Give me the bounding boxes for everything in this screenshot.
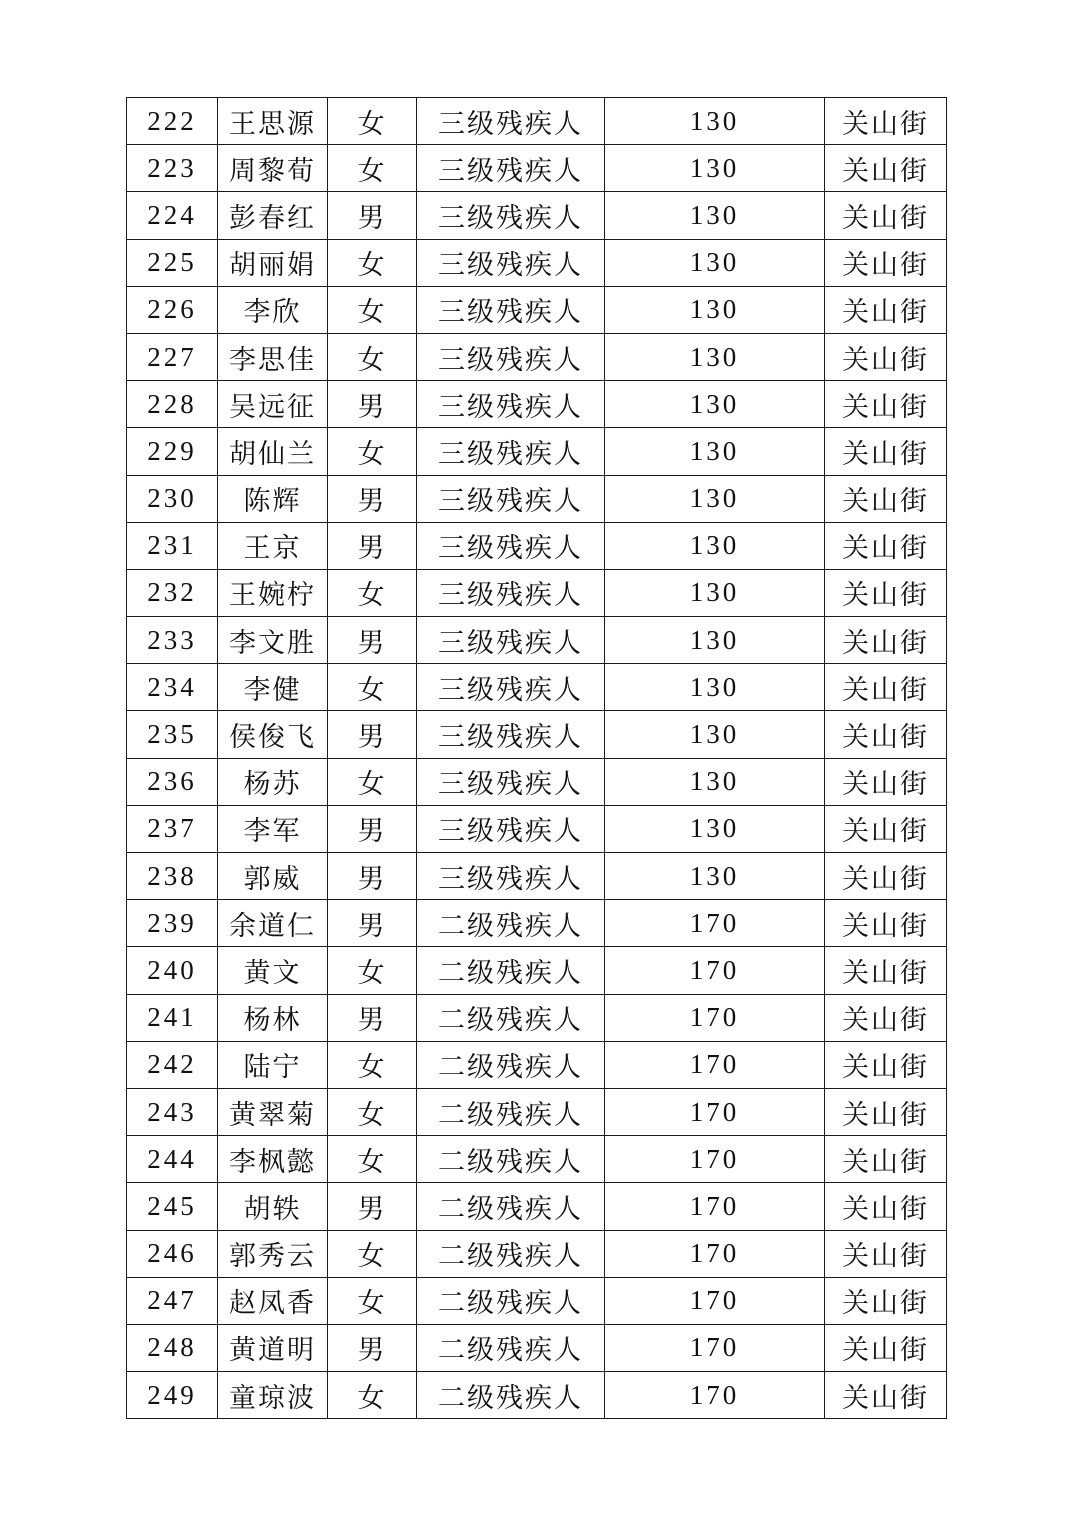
cell-amount: 170 (605, 1372, 825, 1419)
cell-serial-number: 248 (127, 1324, 218, 1371)
cell-street: 关山街 (825, 569, 947, 616)
cell-gender: 男 (328, 1324, 417, 1371)
cell-gender: 女 (328, 1088, 417, 1135)
cell-street: 关山街 (825, 853, 947, 900)
cell-gender: 男 (328, 381, 417, 428)
cell-street: 关山街 (825, 1324, 947, 1371)
table-row (127, 853, 947, 900)
cell-amount: 130 (605, 333, 825, 380)
cell-gender: 女 (328, 98, 417, 145)
table-row (127, 805, 947, 852)
cell-amount: 170 (605, 947, 825, 994)
table-row (127, 522, 947, 569)
cell-street: 关山街 (825, 1041, 947, 1088)
cell-street: 关山街 (825, 522, 947, 569)
cell-name: 胡轶 (218, 1183, 328, 1230)
cell-disability-level: 二级残疾人 (417, 900, 605, 947)
cell-amount: 130 (605, 475, 825, 522)
cell-serial-number: 238 (127, 853, 218, 900)
cell-name: 童琼波 (218, 1372, 328, 1419)
cell-amount: 130 (605, 98, 825, 145)
table-row (127, 98, 947, 145)
cell-name: 吴远征 (218, 381, 328, 428)
cell-gender: 女 (328, 664, 417, 711)
cell-gender: 男 (328, 994, 417, 1041)
cell-amount: 130 (605, 664, 825, 711)
table-row (127, 1324, 947, 1371)
cell-name: 陆宁 (218, 1041, 328, 1088)
cell-street: 关山街 (825, 664, 947, 711)
cell-gender: 男 (328, 475, 417, 522)
roster-table-body (127, 98, 947, 1419)
cell-disability-level: 三级残疾人 (417, 333, 605, 380)
cell-disability-level: 三级残疾人 (417, 569, 605, 616)
cell-name: 李文胜 (218, 617, 328, 664)
cell-disability-level: 三级残疾人 (417, 522, 605, 569)
cell-disability-level: 三级残疾人 (417, 239, 605, 286)
cell-street: 关山街 (825, 286, 947, 333)
cell-serial-number: 234 (127, 664, 218, 711)
cell-disability-level: 二级残疾人 (417, 1041, 605, 1088)
cell-gender: 女 (328, 758, 417, 805)
table-row (127, 1230, 947, 1277)
cell-name: 黄翠菊 (218, 1088, 328, 1135)
cell-serial-number: 246 (127, 1230, 218, 1277)
cell-street: 关山街 (825, 1277, 947, 1324)
table-row (127, 1277, 947, 1324)
cell-name: 王婉柠 (218, 569, 328, 616)
cell-serial-number: 243 (127, 1088, 218, 1135)
cell-disability-level: 二级残疾人 (417, 947, 605, 994)
table-row (127, 1041, 947, 1088)
cell-amount: 170 (605, 1183, 825, 1230)
cell-name: 彭春红 (218, 192, 328, 239)
roster-table (126, 97, 947, 1419)
cell-gender: 女 (328, 286, 417, 333)
cell-street: 关山街 (825, 98, 947, 145)
cell-disability-level: 三级残疾人 (417, 475, 605, 522)
table-row (127, 428, 947, 475)
table-row (127, 475, 947, 522)
cell-name: 李枫懿 (218, 1136, 328, 1183)
cell-name: 黄道明 (218, 1324, 328, 1371)
cell-name: 胡丽娟 (218, 239, 328, 286)
cell-street: 关山街 (825, 1230, 947, 1277)
cell-amount: 170 (605, 994, 825, 1041)
cell-serial-number: 249 (127, 1372, 218, 1419)
cell-street: 关山街 (825, 145, 947, 192)
table-row (127, 664, 947, 711)
cell-amount: 130 (605, 522, 825, 569)
cell-amount: 130 (605, 239, 825, 286)
cell-serial-number: 229 (127, 428, 218, 475)
cell-disability-level: 三级残疾人 (417, 192, 605, 239)
table-row (127, 569, 947, 616)
table-row (127, 286, 947, 333)
table-row (127, 333, 947, 380)
cell-serial-number: 244 (127, 1136, 218, 1183)
cell-street: 关山街 (825, 192, 947, 239)
cell-serial-number: 245 (127, 1183, 218, 1230)
cell-disability-level: 二级残疾人 (417, 1372, 605, 1419)
cell-amount: 170 (605, 1230, 825, 1277)
cell-serial-number: 222 (127, 98, 218, 145)
cell-gender: 女 (328, 1277, 417, 1324)
cell-amount: 130 (605, 381, 825, 428)
cell-name: 王京 (218, 522, 328, 569)
cell-name: 胡仙兰 (218, 428, 328, 475)
cell-gender: 女 (328, 333, 417, 380)
cell-street: 关山街 (825, 333, 947, 380)
cell-disability-level: 三级残疾人 (417, 758, 605, 805)
cell-gender: 女 (328, 1136, 417, 1183)
cell-serial-number: 226 (127, 286, 218, 333)
cell-name: 郭秀云 (218, 1230, 328, 1277)
cell-name: 陈辉 (218, 475, 328, 522)
cell-serial-number: 241 (127, 994, 218, 1041)
cell-name: 杨苏 (218, 758, 328, 805)
cell-amount: 130 (605, 428, 825, 475)
cell-name: 杨林 (218, 994, 328, 1041)
cell-street: 关山街 (825, 1136, 947, 1183)
table-row (127, 145, 947, 192)
table-row (127, 1136, 947, 1183)
cell-gender: 男 (328, 1183, 417, 1230)
cell-gender: 男 (328, 617, 417, 664)
cell-street: 关山街 (825, 1183, 947, 1230)
table-row (127, 381, 947, 428)
cell-gender: 女 (328, 947, 417, 994)
cell-street: 关山街 (825, 711, 947, 758)
cell-name: 侯俊飞 (218, 711, 328, 758)
cell-serial-number: 228 (127, 381, 218, 428)
cell-serial-number: 231 (127, 522, 218, 569)
table-row (127, 758, 947, 805)
cell-amount: 130 (605, 569, 825, 616)
cell-gender: 男 (328, 522, 417, 569)
cell-street: 关山街 (825, 1372, 947, 1419)
cell-serial-number: 240 (127, 947, 218, 994)
cell-street: 关山街 (825, 475, 947, 522)
cell-disability-level: 二级残疾人 (417, 1230, 605, 1277)
cell-name: 余道仁 (218, 900, 328, 947)
cell-street: 关山街 (825, 947, 947, 994)
cell-gender: 男 (328, 805, 417, 852)
table-row (127, 900, 947, 947)
table-row (127, 947, 947, 994)
cell-street: 关山街 (825, 381, 947, 428)
cell-disability-level: 二级残疾人 (417, 1324, 605, 1371)
cell-street: 关山街 (825, 428, 947, 475)
cell-serial-number: 236 (127, 758, 218, 805)
cell-amount: 170 (605, 1277, 825, 1324)
cell-disability-level: 三级残疾人 (417, 711, 605, 758)
cell-street: 关山街 (825, 994, 947, 1041)
cell-street: 关山街 (825, 900, 947, 947)
cell-amount: 130 (605, 853, 825, 900)
cell-name: 黄文 (218, 947, 328, 994)
table-row (127, 192, 947, 239)
cell-street: 关山街 (825, 805, 947, 852)
cell-street: 关山街 (825, 617, 947, 664)
cell-name: 周黎荀 (218, 145, 328, 192)
cell-disability-level: 三级残疾人 (417, 805, 605, 852)
cell-disability-level: 三级残疾人 (417, 853, 605, 900)
cell-serial-number: 233 (127, 617, 218, 664)
cell-disability-level: 三级残疾人 (417, 98, 605, 145)
cell-street: 关山街 (825, 758, 947, 805)
cell-disability-level: 三级残疾人 (417, 428, 605, 475)
table-row (127, 617, 947, 664)
cell-gender: 男 (328, 711, 417, 758)
cell-serial-number: 239 (127, 900, 218, 947)
cell-gender: 男 (328, 853, 417, 900)
cell-amount: 130 (605, 805, 825, 852)
cell-amount: 130 (605, 758, 825, 805)
cell-amount: 170 (605, 1324, 825, 1371)
cell-name: 李军 (218, 805, 328, 852)
cell-name: 郭威 (218, 853, 328, 900)
cell-name: 赵凤香 (218, 1277, 328, 1324)
cell-gender: 女 (328, 428, 417, 475)
cell-serial-number: 247 (127, 1277, 218, 1324)
cell-gender: 女 (328, 1041, 417, 1088)
cell-name: 李欣 (218, 286, 328, 333)
cell-amount: 170 (605, 1136, 825, 1183)
cell-serial-number: 227 (127, 333, 218, 380)
cell-disability-level: 三级残疾人 (417, 286, 605, 333)
cell-amount: 130 (605, 286, 825, 333)
table-row (127, 1372, 947, 1419)
cell-disability-level: 二级残疾人 (417, 1136, 605, 1183)
cell-gender: 女 (328, 145, 417, 192)
cell-disability-level: 二级残疾人 (417, 1183, 605, 1230)
table-row (127, 711, 947, 758)
cell-serial-number: 224 (127, 192, 218, 239)
cell-disability-level: 三级残疾人 (417, 664, 605, 711)
cell-disability-level: 三级残疾人 (417, 145, 605, 192)
cell-gender: 女 (328, 1372, 417, 1419)
cell-amount: 170 (605, 1041, 825, 1088)
cell-disability-level: 二级残疾人 (417, 994, 605, 1041)
cell-serial-number: 223 (127, 145, 218, 192)
table-row (127, 1183, 947, 1230)
cell-disability-level: 二级残疾人 (417, 1088, 605, 1135)
cell-amount: 130 (605, 617, 825, 664)
cell-serial-number: 235 (127, 711, 218, 758)
cell-gender: 女 (328, 1230, 417, 1277)
cell-disability-level: 二级残疾人 (417, 1277, 605, 1324)
cell-gender: 男 (328, 900, 417, 947)
cell-amount: 170 (605, 1088, 825, 1135)
cell-gender: 男 (328, 192, 417, 239)
cell-name: 李思佳 (218, 333, 328, 380)
cell-amount: 130 (605, 711, 825, 758)
cell-serial-number: 230 (127, 475, 218, 522)
cell-name: 王思源 (218, 98, 328, 145)
cell-gender: 女 (328, 569, 417, 616)
cell-amount: 130 (605, 192, 825, 239)
cell-disability-level: 三级残疾人 (417, 381, 605, 428)
cell-disability-level: 三级残疾人 (417, 617, 605, 664)
cell-gender: 女 (328, 239, 417, 286)
cell-street: 关山街 (825, 239, 947, 286)
table-row (127, 1088, 947, 1135)
cell-serial-number: 242 (127, 1041, 218, 1088)
cell-serial-number: 225 (127, 239, 218, 286)
cell-serial-number: 237 (127, 805, 218, 852)
cell-name: 李健 (218, 664, 328, 711)
cell-serial-number: 232 (127, 569, 218, 616)
cell-amount: 130 (605, 145, 825, 192)
table-row (127, 239, 947, 286)
table-row (127, 994, 947, 1041)
cell-street: 关山街 (825, 1088, 947, 1135)
cell-amount: 170 (605, 900, 825, 947)
